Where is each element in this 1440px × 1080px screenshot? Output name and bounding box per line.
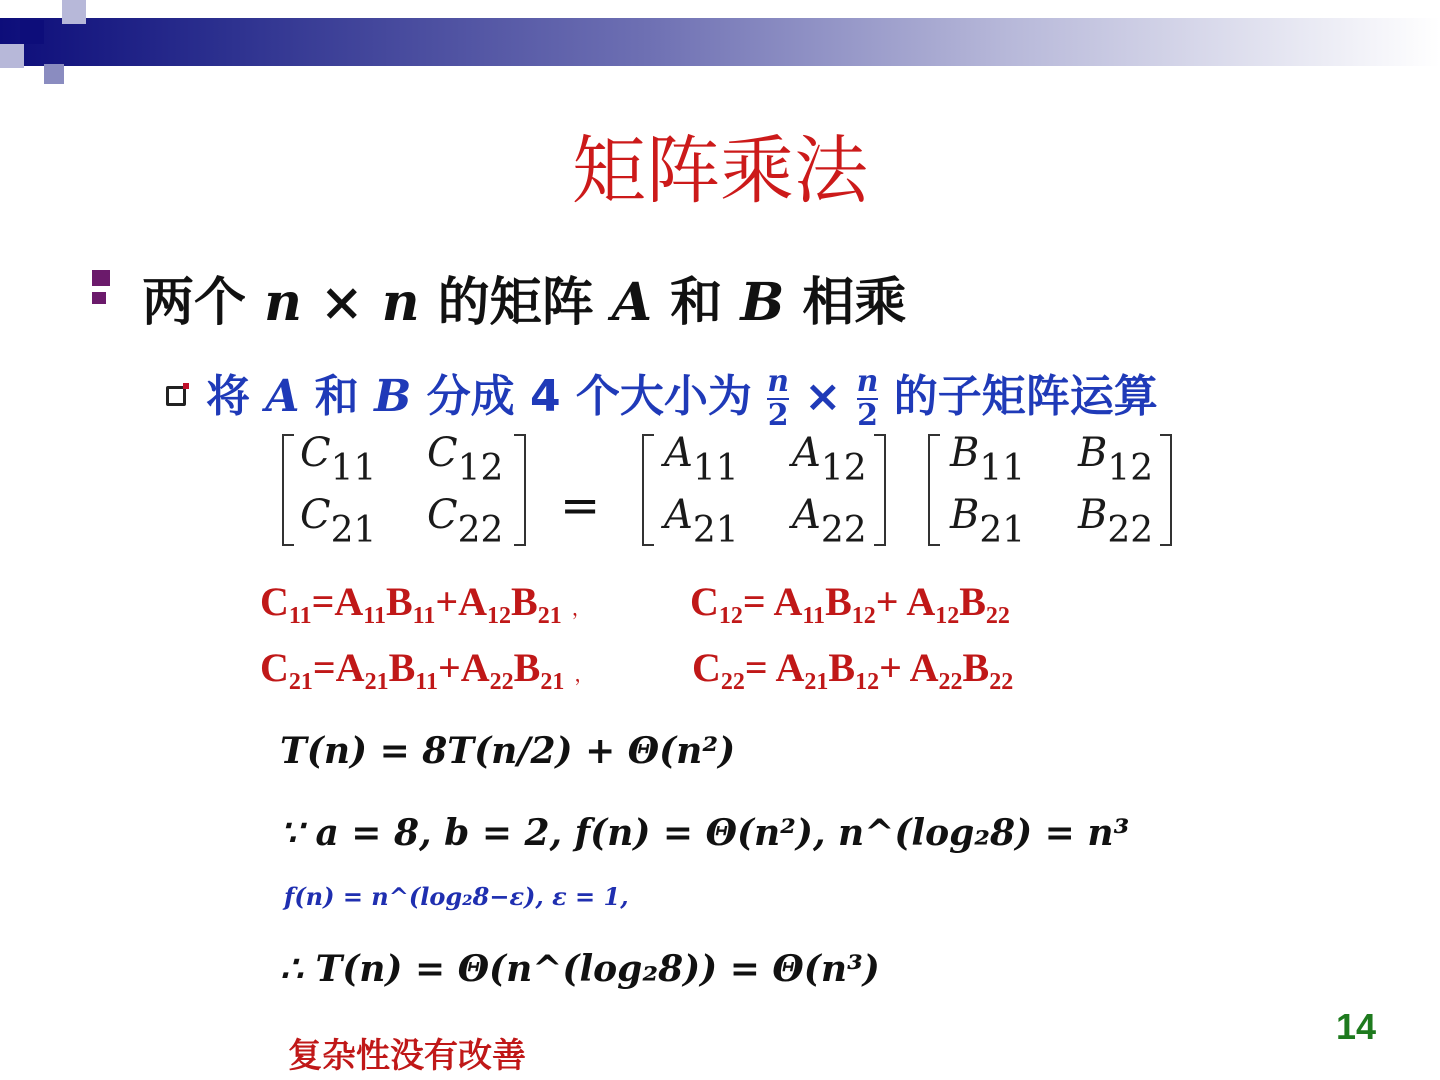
fraction-n-over-2: $\frac{n}{2}$ <box>856 364 879 433</box>
bullet-sub-and: 和 <box>314 371 359 422</box>
bullet-sub-b: B <box>374 371 412 422</box>
bullet-marker <box>92 292 106 304</box>
bullet-sub-mid: 分成 4 个大小为 <box>426 371 752 422</box>
master-params: ∵ a = 8, b = 2, f(n) = Θ(n²), n^(log₂8) = n³ <box>280 812 1130 854</box>
slide-title: 矩阵乘法 <box>572 128 868 214</box>
bullet-main-post: 相乘 <box>802 273 907 333</box>
bullet-sub <box>206 360 1158 432</box>
fraction-n-over-2: $\frac{n}{2}$ <box>767 364 790 433</box>
conclusion-formula: ∴ T(n) = Θ(n^(log₂8)) = Θ(n³) <box>280 948 880 990</box>
header-band <box>0 18 1440 66</box>
sub-bullet-marker <box>166 386 186 406</box>
matrix-c: $C_{11}$ $C_{12}$ $C_{21}$ $C_{22}$ <box>282 430 532 550</box>
header-square-light <box>0 44 24 68</box>
bullet-marker <box>92 270 110 286</box>
recurrence-formula: T(n) = 8T(n/2) + Θ(n²) <box>280 730 736 772</box>
bullet-main-b: B <box>740 272 785 333</box>
header-square-light <box>62 0 86 24</box>
bullet-main-and: 和 <box>670 273 723 333</box>
matrix-b: $B_{11}$ $B_{12}$ $B_{21}$ $B_{22}$ <box>928 430 1178 550</box>
formula-c12: $C_{12}= A_{11}B_{12}+ A_{12}B_{22}$ <box>690 579 1010 629</box>
times-sign: × <box>804 371 842 422</box>
bullet-main-dims: n × n <box>264 272 420 333</box>
equals-sign: = <box>560 478 601 534</box>
page-number: 14 <box>1335 1006 1376 1047</box>
formula-c22: $C_{22}= A_{21}B_{12}+ A_{22}B_{22}$ <box>692 645 1014 695</box>
header-square-mid <box>44 64 64 84</box>
bullet-main-pre: 两个 <box>142 273 247 333</box>
bullet-sub-pre: 将 <box>206 371 250 422</box>
matrix-a: $A_{11}$ $A_{12}$ $A_{21}$ $A_{22}$ <box>642 430 892 550</box>
bullet-main-a: A <box>611 272 653 333</box>
epsilon-line: f(n) = n^(log₂8−ε), ε = 1, <box>284 882 629 911</box>
complexity-note: 复杂性没有改善 <box>288 1036 526 1076</box>
bullet-main-mid: 的矩阵 <box>437 273 594 333</box>
formula-c11: $C_{11}=A_{11}B_{11}+A_{12}B_{21}$ ， <box>260 579 592 629</box>
header-square-dark <box>20 20 44 44</box>
bullet-sub-post: 的子矩阵运算 <box>893 371 1158 422</box>
bullet-sub-a: A <box>265 371 300 422</box>
formula-c21: $C_{21}=A_{21}B_{11}+A_{22}B_{21}$ ， <box>260 645 595 695</box>
bullet-main <box>142 260 906 335</box>
